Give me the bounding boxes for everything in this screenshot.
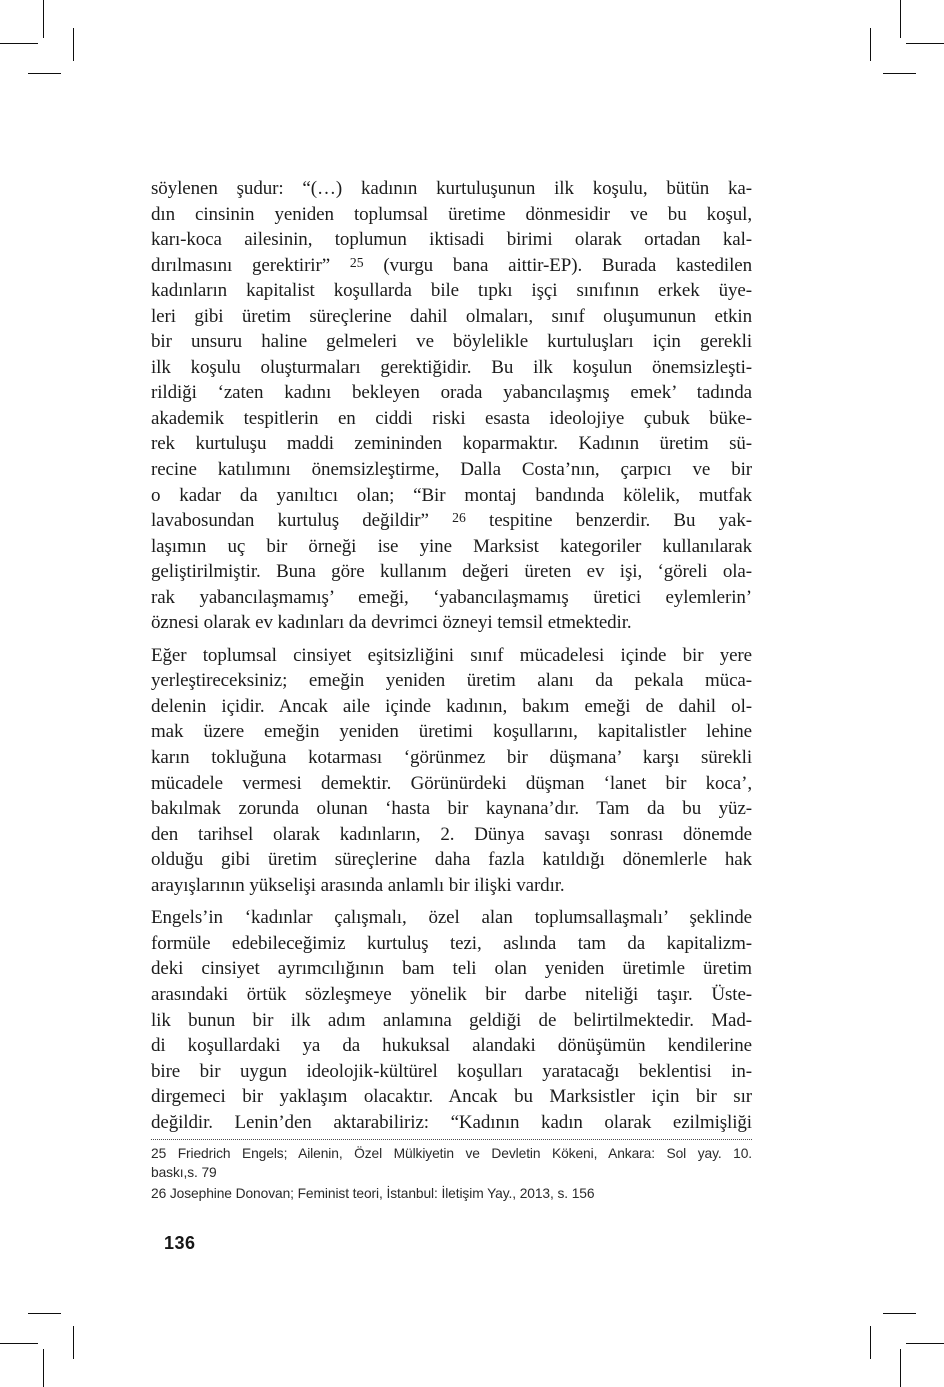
text-line: söylenen şudur: “(…) kadının kurtuluşunun ilk koşulu, bütün ka-	[151, 178, 752, 199]
crop-mark-top-right-vertical-inner	[870, 28, 871, 61]
text-line: arasındaki örtük sözleşmeye yönelik bir darbe niteliği taşır. Üste-	[151, 983, 752, 1005]
text-line: delenin içidir. Ancak aile içinde kadının, bakım emeği de dahil ol-	[151, 695, 752, 717]
text-line: rildiği ‘zaten kadını bekleyen orada yabancılaşmış emek’ tadında	[151, 382, 752, 404]
text-line: karı-koca ailesinin, toplumun iktisadi birimi olarak ortadan kal-	[151, 229, 752, 251]
text-line: den tarihsel olarak kadınların, 2. Dünya savaşı sonrası dönemde	[151, 823, 752, 845]
crop-mark-top-left-horizontal-outer	[0, 43, 38, 44]
text-line: ilk koşulu oluşturmaları gerektiğidir. Bu ilk koşulun önemsizleşti-	[151, 356, 752, 378]
text-line: bakılmak zorunda olunan ‘hasta bir kaynana’dır. Tam da bu yüz-	[151, 798, 752, 820]
text-line: mücadele vermesi demektir. Görünürdeki düşman ‘lanet bir koca’,	[151, 772, 752, 794]
text-line: yerleştireceksiniz; emeğin yeniden üretim alanı da pekala müca-	[151, 670, 752, 692]
text-line: kadınların kapitalist koşullarda bile tıpkı işçi sınıfının erkek üye-	[151, 280, 752, 302]
text-line: lik bunun bir ilk adım anlamına geldiği de belirtilmektedir. Mad-	[151, 1009, 752, 1031]
footnote-ref: 25	[349, 254, 364, 270]
text-line: lavabosundan kurtuluş değildir” $^{26}$ tespitine benzerdir. Bu yak-	[151, 510, 752, 532]
crop-mark-top-right-horizontal-inner	[883, 73, 916, 74]
crop-mark-bottom-right-vertical-inner	[870, 1326, 871, 1359]
footnotes-block	[151, 1144, 752, 1203]
crop-mark-top-left-vertical-outer	[43, 0, 44, 38]
text-line: akademik tespitlerin en ciddi riski esasta ideolojiye çubuk büke-	[151, 407, 752, 429]
paragraph	[151, 643, 752, 898]
text-line: deki cinsiyet ayrımcılığının bam teli olan yeniden üretimle üretim	[151, 958, 752, 980]
crop-mark-bottom-left-horizontal-outer	[0, 1343, 38, 1344]
page-number: 136	[164, 1233, 196, 1253]
text-line: baskı,s. 79	[151, 1165, 217, 1180]
text-line: laşımın uç bir örneği ise yine Marksist kategoriler kullanılarak	[151, 535, 752, 557]
crop-mark-bottom-right-horizontal-inner	[883, 1313, 916, 1314]
footnote-ref: 26	[452, 510, 466, 526]
text-line: olduğu gibi üretim süreçlerine daha fazla katıldığı dönemlerle hak	[151, 849, 752, 871]
text-line: mak üzere emeğin yeniden üretimi koşullarını, kapitalistler lehine	[151, 721, 752, 743]
footnote	[151, 1144, 752, 1182]
text-line: 25 Friedrich Engels; Ailenin, Özel Mülkiyetin ve Devletin Kökeni, Ankara: Sol yay. 10.	[151, 1146, 752, 1161]
crop-mark-bottom-left-horizontal-inner	[28, 1313, 61, 1314]
paragraph	[151, 905, 752, 1135]
crop-mark-bottom-left-vertical-inner	[73, 1326, 74, 1359]
text-line: rek kurtuluşu maddi zemininden koparmaktır. Kadının üretim sü-	[151, 433, 752, 455]
text-line: geliştirilmiştir. Buna göre kullanım değeri üreten ev işi, ‘göreli ola-	[151, 561, 752, 583]
text-line: rak yabancılaşmamış’ emeği, ‘yabancılaşmamış üretici eylemlerin’	[151, 586, 752, 608]
text-line: dirgemeci bir yaklaşım olacaktır. Ancak bu Marksistler için bir sır	[151, 1086, 752, 1108]
text-line: recine katılımını önemsizleştirme, Dalla Costa’nın, çarpıcı ve bir	[151, 459, 752, 481]
body-text-block	[151, 176, 752, 1135]
text-line: bire bir uygun ideolojik-kültürel koşulları yaratacağı beklentisi in-	[151, 1060, 752, 1082]
crop-mark-top-right-horizontal-outer	[906, 43, 944, 44]
text-line: dırılmasını gerektirir” $^{25}$ (vurgu bana aittir-EP). Burada kastedilen	[151, 254, 752, 276]
text-line: di koşullardaki ya da hukuksal alandaki dönüşümün kendilerine	[151, 1035, 752, 1057]
text-line: o kadar da yanıltıcı olan; “Bir montaj bandında kölelik, mutfak	[151, 484, 752, 506]
text-line: karın tokluğuna kotarması ‘görünmez bir düşmana’ karşı sürekli	[151, 747, 752, 769]
text-line: arayışlarının yükselişi arasında anlamlı bir ilişki vardır.	[151, 874, 565, 896]
text-line: formüle edebileceğimiz kurtuluş tezi, aslında tam da kapitalizm-	[151, 932, 752, 954]
text-line: leri gibi üretim süreçlerine dahil olmaları, sınıf oluşumunun etkin	[151, 305, 752, 327]
text-line: 26 Josephine Donovan; Feminist teori, İstanbul: İletişim Yay., 2013, s. 156	[151, 1186, 595, 1201]
text-line: Engels’in ‘kadınlar çalışmalı, özel alan toplumsallaşmalı’ şeklinde	[151, 907, 752, 929]
footnote-separator-rule	[151, 1139, 752, 1140]
paragraph	[151, 176, 752, 636]
text-line: değildir. Lenin’den aktarabiliriz: “Kadının kadın olarak ezilmişliği	[151, 1111, 752, 1133]
text-line: dın cinsinin yeniden toplumsal üretime dönmesidir ve bu koşul,	[151, 203, 752, 225]
text-line: bir unsuru haline gelmeleri ve böylelikle kurtuluşları için gerekli	[151, 331, 752, 353]
crop-mark-top-right-vertical-outer	[900, 0, 901, 38]
crop-mark-top-left-vertical-inner	[73, 28, 74, 61]
footnote	[151, 1184, 752, 1203]
text-line: Eğer toplumsal cinsiyet eşitsizliğini sınıf mücadelesi içinde bir yere	[151, 644, 752, 666]
crop-mark-top-left-horizontal-inner	[28, 73, 61, 74]
crop-mark-bottom-left-vertical-outer	[43, 1349, 44, 1387]
crop-mark-bottom-right-horizontal-outer	[906, 1343, 944, 1344]
text-line: öznesi olarak ev kadınları da devrimci özneyi temsil etmektedir.	[151, 612, 632, 634]
crop-mark-bottom-right-vertical-outer	[900, 1349, 901, 1387]
